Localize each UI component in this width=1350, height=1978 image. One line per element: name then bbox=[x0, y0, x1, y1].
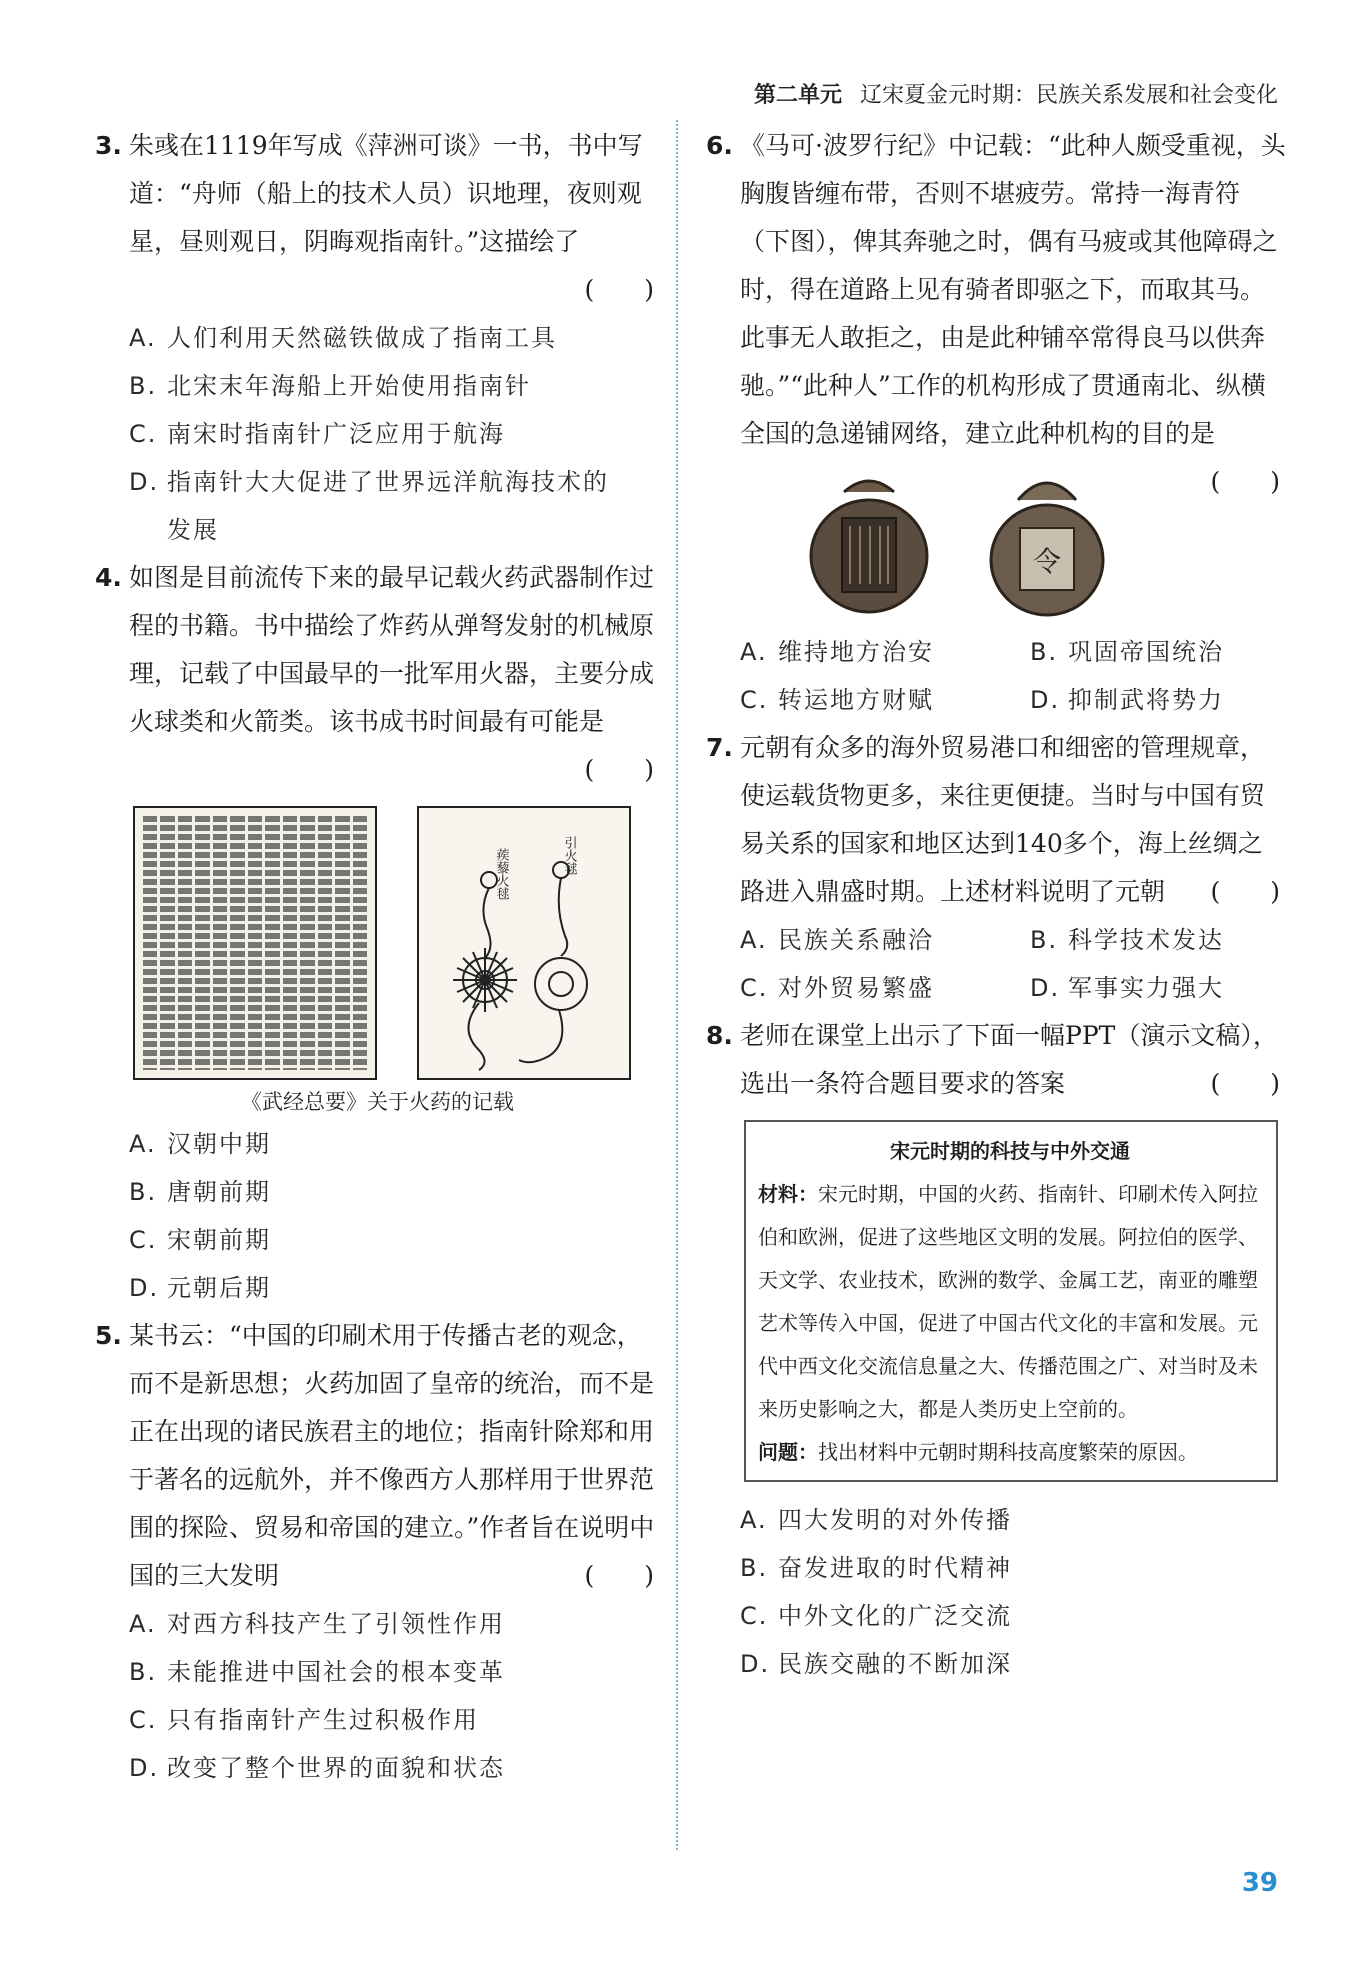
question-number: 5. bbox=[95, 1321, 122, 1350]
option-c[interactable]: C. 南宋时指南针广泛应用于航海 bbox=[129, 420, 505, 448]
ppt-title: 宋元时期的科技与中外交通 bbox=[890, 1139, 1130, 1163]
option-a[interactable]: A. 维持地方治安 bbox=[740, 638, 934, 666]
option-c[interactable]: C. 转运地方财赋 bbox=[740, 686, 934, 714]
option-d[interactable]: D. 改变了整个世界的面貌和状态 bbox=[129, 1754, 505, 1782]
option-d[interactable]: D. 指南针大大促进了世界远洋航海技术的 bbox=[129, 468, 609, 496]
option-a[interactable]: A. 汉朝中期 bbox=[129, 1130, 271, 1158]
option-b[interactable]: B. 唐朝前期 bbox=[129, 1178, 271, 1206]
question-stem: 朱彧在1119年写成《萍洲可谈》一书，书中写道：“舟师（船上的技术人员）识地理，夜则观星，昼则观日，阴晦观指南针。”这描绘了 bbox=[129, 131, 643, 256]
question-number: 4. bbox=[95, 563, 122, 592]
book-page-image bbox=[133, 806, 377, 1080]
option-d[interactable]: D. 民族交融的不断加深 bbox=[740, 1650, 1012, 1678]
ppt-slide-box bbox=[744, 1120, 1278, 1482]
question-4 bbox=[95, 554, 660, 1312]
answer-bracket[interactable]: ( ) bbox=[1210, 467, 1280, 496]
question-number: 8. bbox=[706, 1021, 733, 1050]
option-b[interactable]: B. 北宋末年海船上开始使用指南针 bbox=[129, 372, 531, 400]
option-a[interactable]: A. 民族关系融洽 bbox=[740, 926, 934, 954]
option-d[interactable]: D. 抑制武将势力 bbox=[1030, 686, 1224, 714]
figure-caption: 《武经总要》关于火药的记载 bbox=[241, 1090, 514, 1114]
question-8 bbox=[706, 1012, 1286, 1688]
answer-bracket[interactable]: ( ) bbox=[584, 755, 654, 784]
unit-title: 辽宋夏金元时期：民族关系发展和社会变化 bbox=[859, 83, 1278, 108]
token-character: 令 bbox=[1033, 545, 1062, 578]
figure-label-2: 引火毬 bbox=[561, 836, 577, 875]
unit-header bbox=[754, 78, 1278, 109]
right-column bbox=[706, 122, 1286, 1688]
token-image-right bbox=[982, 470, 1112, 620]
option-c[interactable]: C. 中外文化的广泛交流 bbox=[740, 1602, 1012, 1630]
question-stem: 老师在课堂上出示了下面一幅PPT（演示文稿），选出一条符合题目要求的答案 bbox=[740, 1021, 1278, 1098]
option-b[interactable]: B. 科学技术发达 bbox=[1030, 926, 1224, 954]
unit-label: 第二单元 bbox=[753, 83, 842, 108]
question-7 bbox=[706, 724, 1286, 1012]
option-b[interactable]: B. 未能推进中国社会的根本变革 bbox=[129, 1658, 505, 1686]
haiqing-tokens-figure bbox=[706, 470, 1210, 620]
option-a[interactable]: A. 四大发明的对外传播 bbox=[740, 1506, 1012, 1534]
answer-bracket[interactable]: ( ) bbox=[1210, 1069, 1280, 1098]
ppt-question: 问题：找出材料中元朝时期科技高度繁荣的原因。 bbox=[758, 1440, 1198, 1464]
option-a[interactable]: A. 人们利用天然磁铁做成了指南工具 bbox=[129, 324, 557, 352]
option-c[interactable]: C. 宋朝前期 bbox=[129, 1226, 271, 1254]
option-b[interactable]: B. 巩固帝国统治 bbox=[1030, 638, 1224, 666]
figure-label-1: 蒺藜火毬 bbox=[493, 848, 509, 900]
question-5 bbox=[95, 1312, 660, 1792]
answer-bracket[interactable]: ( ) bbox=[584, 1561, 654, 1590]
answer-bracket[interactable]: ( ) bbox=[1210, 877, 1280, 906]
option-c[interactable]: C. 只有指南针产生过积极作用 bbox=[129, 1706, 479, 1734]
option-c[interactable]: C. 对外贸易繁盛 bbox=[740, 974, 934, 1002]
option-a[interactable]: A. 对西方科技产生了引领性作用 bbox=[129, 1610, 505, 1638]
column-divider bbox=[676, 120, 678, 1850]
question-stem: 元朝有众多的海外贸易港口和细密的管理规章，使运载货物更多，来往更便捷。当时与中国有贸易关系的国家和地区达到140多个，海上丝绸之路进入鼎盛时期。上述材料说明了元朝 bbox=[740, 733, 1266, 906]
question-stem: 《马可·波罗行纪》中记载：“此种人颇受重视，头胸腹皆缠布带，否则不堪疲劳。常持一海青符（下图），俾其奔驰之时，偶有马疲或其他障碍之时，得在道路上见有骑者即驱之下，而取其马。此事无人敢拒之，由是此种铺卒常得良马以供奔驰。”“此种人”工作的机构形成了贯通南北、纵横全国的急递铺网络，建立此种机构的目的是 bbox=[740, 131, 1286, 448]
question-stem: 如图是目前流传下来的最早记载火药武器制作过程的书籍。书中描绘了炸药从弹弩发射的机械原理，记载了中国最早的一批军用火器，主要分成火球类和火箭类。该书成书时间最有可能是 bbox=[129, 563, 655, 736]
question-number: 6. bbox=[706, 131, 733, 160]
question-stem: 某书云：“中国的印刷术用于传播古老的观念，而不是新思想；火药加固了皇帝的统治，而不是正在出现的诸民族君主的地位；指南针除郑和用于著名的远航外，并不像西方人那样用于世界范围的探险、贸易和帝国的建立。”作者旨在说明中国的三大发明 bbox=[129, 1321, 655, 1590]
fire-ball-illustration bbox=[417, 806, 631, 1080]
option-d[interactable]: D. 元朝后期 bbox=[129, 1274, 271, 1302]
option-d-continued: 发展 bbox=[167, 516, 219, 544]
page-number: 39 bbox=[1241, 1868, 1278, 1898]
ppt-material: 材料：宋元时期，中国的火药、指南针、印刷术传入阿拉伯和欧洲，促进了这些地区文明的发展。阿拉伯的医学、天文学、农业技术，欧洲的数学、金属工艺，南亚的雕塑艺术等传入中国，促进了中国古代文化的丰富和发展。元代中西文化交流信息量之大、传播范围之广、对当时及未来历史影响之大，都是人类历史上空前的。 bbox=[758, 1182, 1258, 1421]
option-d[interactable]: D. 军事实力强大 bbox=[1030, 974, 1224, 1002]
question-3 bbox=[95, 122, 660, 554]
answer-bracket[interactable]: ( ) bbox=[584, 275, 654, 304]
question-number: 3. bbox=[95, 131, 122, 160]
question-6 bbox=[706, 122, 1286, 724]
question-number: 7. bbox=[706, 733, 733, 762]
figure-wujing-zongyao bbox=[133, 806, 660, 1080]
left-column bbox=[95, 122, 660, 1792]
token-image-left bbox=[804, 470, 934, 620]
option-b[interactable]: B. 奋发进取的时代精神 bbox=[740, 1554, 1012, 1582]
